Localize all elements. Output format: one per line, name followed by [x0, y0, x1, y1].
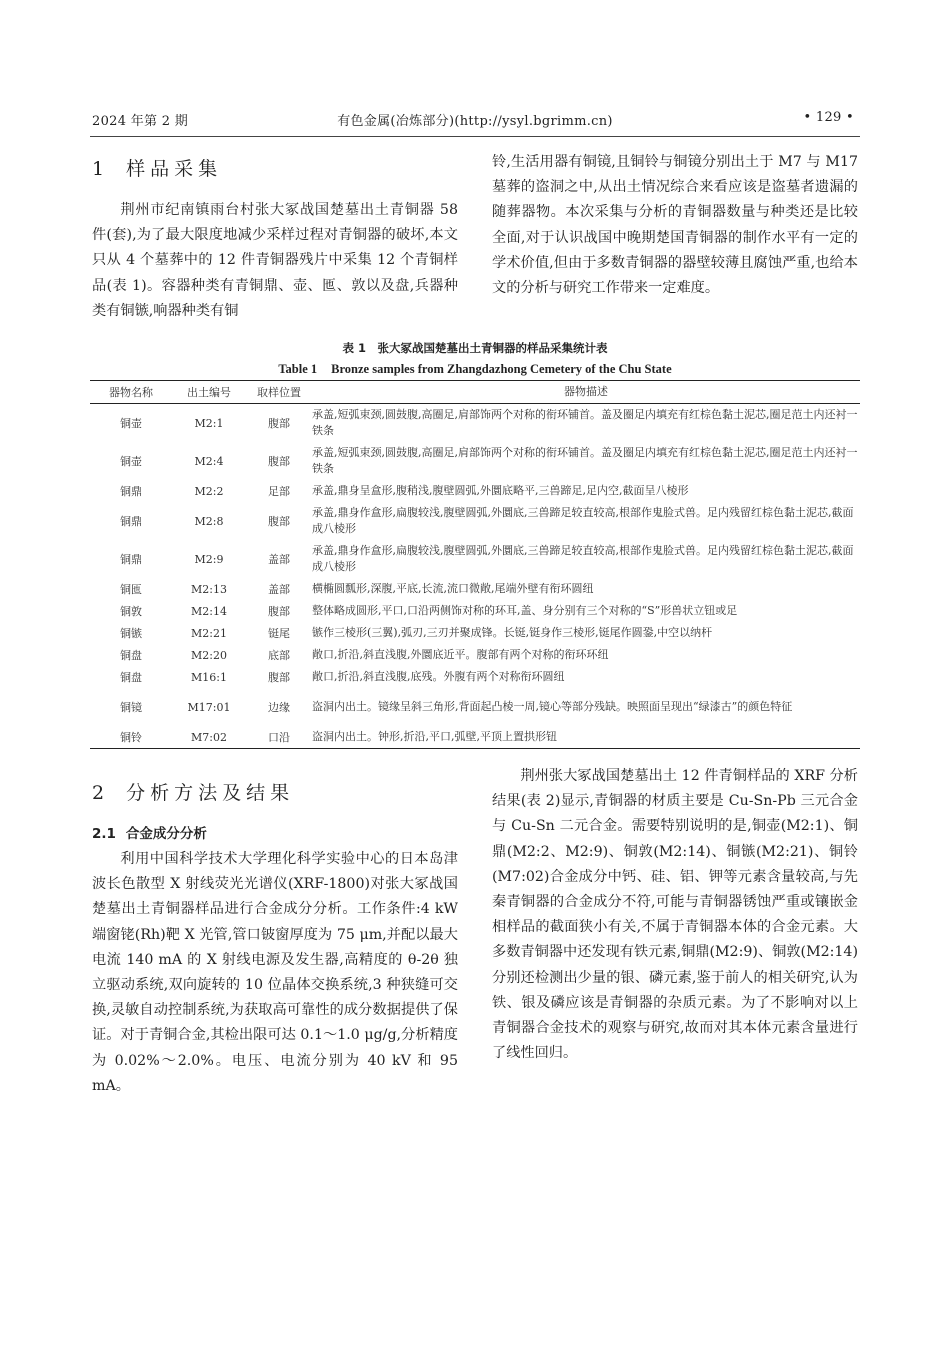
table1-caption-en [0, 362, 950, 377]
cell-description: 整体略成圆形,平口,口沿两侧饰对称的环耳,盖、身分别有三个对称的“S”形兽状立钮或足 [312, 604, 738, 617]
cell-id: M2:21 [191, 626, 227, 640]
cell-id: M17:01 [187, 700, 231, 714]
col-header-id: 出土编号 [187, 386, 231, 399]
table-row [90, 622, 860, 644]
cell-id: M2:9 [194, 552, 224, 566]
issue-label: 2024 年第 2 期 [92, 114, 189, 129]
page-number: • 129 • [803, 110, 854, 125]
cell-name: 铜盘 [120, 671, 142, 684]
table1-caption-cn: 表 1 张大冢战国楚墓出土青铜器的样品采集统计表 [342, 341, 608, 355]
section2-heading [92, 778, 458, 808]
cell-id: M16:1 [191, 670, 227, 684]
cell-position: 腹部 [268, 417, 290, 430]
cell-description: 盗洞内出土。钟形,折沿,平口,弧壁,平顶上置拱形钮 [312, 730, 557, 743]
cell-position: 铤尾 [268, 627, 290, 640]
cell-description: 承盖,鼎身呈盒形,腹稍浅,腹壁圆弧,外圜底略平,三兽蹄足,足内空,截面呈八棱形 [312, 484, 689, 497]
cell-name: 铜鼎 [120, 485, 142, 498]
cell-name: 铜匜 [120, 583, 142, 596]
cell-description: 承盖,短弧束颈,圆鼓腹,高圈足,肩部饰两个对称的衔环铺首。盖及圈足内填充有红棕色黏土泥芯,圈足范土内还衬一铁条 [312, 446, 858, 475]
table1-label: Table 1 [278, 362, 318, 376]
cell-position: 腹部 [268, 515, 290, 528]
section2-paragraph-right: 荆州张大冢战国楚墓出土 12 件青铜样品的 XRF 分析结果(表 2)显示,青铜器的材质主要是 Cu-Sn-Pb 三元合金与 Cu-Sn 二元合金。需要特别说明的是,铜壶(M2:1)、铜鼎(M2:2、M2:9)、铜敦(M2:14)、铜镞(M2:21)、铜铃(M7:02)合金成分中钙、硅、铝、钾等元素含量较高,与先秦青铜器的合金成分不符,可能与青铜器锈蚀严重或镶嵌金相样品的截面狭小有关,不属于青铜器本体的合金元素。大多数青铜器中还发现有铁元素,铜鼎(M2:9)、铜敦(M2:14)分别还检测出少量的银、磷元素,鉴于前人的相关研究,认为铁、银及磷应该是青铜器的杂质元素。为了不影响对以上青铜器合金技术的观察与研究,故而对其本体元素含量进行了线性回归。 [492, 768, 858, 1062]
cell-description: 敞口,折沿,斜直浅腹,外圜底近平。腹部有两个对称的衔环环纽 [312, 648, 609, 661]
cell-name: 铜盘 [120, 649, 142, 662]
table-header-row [90, 381, 860, 404]
cell-description: 敞口,折沿,斜直浅腹,底残。外腹有两个对称衔环圆纽 [312, 670, 565, 683]
cell-position: 底部 [268, 649, 290, 662]
cell-position: 盖部 [268, 583, 290, 596]
table-row [90, 442, 860, 480]
col-header-description: 器物描述 [564, 385, 608, 398]
section1-left-column [92, 150, 458, 324]
table-row [90, 502, 860, 540]
cell-id: M2:8 [194, 514, 224, 528]
section2-right-column [492, 764, 858, 1066]
table-row [90, 404, 860, 443]
subsection-number: 2.1 [92, 826, 116, 842]
cell-description: 承盖,短弧束颈,圆鼓腹,高圈足,肩部饰两个对称的衔环铺首。盖及圈足内填充有红棕色黏土泥芯,圈足范土内还衬一铁条 [312, 408, 858, 437]
section1-heading [92, 154, 458, 184]
cell-id: M2:13 [191, 582, 227, 596]
cell-name: 铜镞 [120, 627, 142, 640]
table-row [90, 578, 860, 600]
table-row [90, 688, 860, 726]
cell-name: 铜壶 [120, 417, 142, 430]
header-rule [90, 136, 860, 137]
table-row [90, 600, 860, 622]
cell-id: M2:14 [191, 604, 227, 618]
section2-title: 分析方法及结果 [126, 782, 295, 804]
cell-description: 承盖,鼎身作盒形,扁腹较浅,腹壁圆弧,外圜底,三兽蹄足较直较高,根部作鬼脸式兽。足内残留红棕色黏土泥芯,截面成八棱形 [312, 506, 854, 535]
cell-position: 口沿 [268, 731, 290, 744]
section2-number: 2 [92, 782, 105, 804]
cell-description: 盗洞内出土。镜缘呈斜三角形,背面起凸棱一周,镜心等部分残缺。映照面呈现出“绿漆古”的颜色特征 [312, 700, 793, 713]
sample-table [90, 380, 860, 749]
cell-name: 铜敦 [120, 605, 142, 618]
section1-right-column [492, 150, 858, 301]
cell-position: 盖部 [268, 553, 290, 566]
col-header-name: 器物名称 [109, 386, 153, 399]
table1-caption-en-text: Bronze samples from Zhangdazhong Cemetery of the Chu State [331, 362, 672, 376]
table-row [90, 540, 860, 578]
cell-position: 腹部 [268, 671, 290, 684]
cell-name: 铜铃 [120, 731, 142, 744]
table-row [90, 666, 860, 688]
cell-description: 承盖,鼎身作盒形,扁腹较浅,腹壁圆弧,外圜底,三兽蹄足较直较高,根部作鬼脸式兽。足内残留红棕色黏土泥芯,截面成八棱形 [312, 544, 854, 573]
journal-title: 有色金属(冶炼部分)(http://ysyl.bgrimm.cn) [337, 114, 613, 129]
cell-name: 铜鼎 [120, 515, 142, 528]
cell-name: 铜壶 [120, 455, 142, 468]
subsection-heading [92, 822, 458, 847]
section1-title: 样品采集 [126, 158, 223, 180]
cell-position: 足部 [268, 485, 290, 498]
cell-name: 铜镜 [120, 701, 142, 714]
table-row [90, 480, 860, 502]
cell-id: M2:20 [191, 648, 227, 662]
col-header-position: 取样位置 [257, 386, 301, 399]
section1-paragraph-left: 荆州市纪南镇雨台村张大冢战国楚墓出土青铜器 58 件(套),为了最大限度地减少采样过程对青铜器的破坏,本文只从 4 个墓葬中的 12 件青铜器残片中采集 12 个青铜样品(表 1)。容器种类有青铜鼎、壶、匜、敦以及盘,兵器种类有铜镞,响器种类有铜 [92, 202, 458, 319]
cell-description: 横椭圆瓢形,深腹,平底,长流,流口微敞,尾端外壁有衔环圆纽 [312, 582, 594, 595]
cell-id: M2:2 [194, 484, 224, 498]
section2-left-column [92, 774, 458, 1099]
table-row [90, 644, 860, 666]
cell-id: M2:4 [194, 454, 224, 468]
cell-position: 腹部 [268, 455, 290, 468]
section2-paragraph-left: 利用中国科学技术大学理化科学实验中心的日本岛津波长色散型 X 射线荧光光谱仪(XRF-1800)对张大冢战国楚墓出土青铜器样品进行合金成分分析。工作条件:4 kW 端窗铑(Rh)靶 X 光管,管口铍窗厚度为 75 μm,并配以最大电流 140 mA 的 X 射线电源及发生器,高精度的 θ-2θ 独立驱动系统,双向旋转的 10 位晶体交换系统,3 种狭缝可交换,灵敏自动控制系统,为获取高可靠性的成分数据提供了保证。对于青铜合金,其检出限可达 0.1～1.0 μg/g,分析精度为 0.02%～2.0%。电压、电流分别为 40 kV 和 95 mA。 [92, 851, 458, 1094]
cell-id: M2:1 [194, 416, 224, 430]
cell-position: 腹部 [268, 605, 290, 618]
cell-position: 边缘 [268, 701, 290, 714]
table-row [90, 726, 860, 749]
section1-number: 1 [92, 158, 105, 180]
cell-id: M7:02 [191, 730, 227, 744]
cell-name: 铜鼎 [120, 553, 142, 566]
subsection-title: 合金成分分析 [125, 826, 207, 842]
section1-paragraph-right: 铃,生活用器有铜镜,且铜铃与铜镜分别出土于 M7 与 M17 墓葬的盗洞之中,从出土情况综合来看应该是盗墓者遗漏的随葬器物。本次采集与分析的青铜器数量与种类还是比较全面,对于认识战国中晚期楚国青铜器的制作水平有一定的学术价值,但由于多数青铜器的器壁较薄且腐蚀严重,也给本文的分析与研究工作带来一定难度。 [492, 154, 858, 297]
cell-description: 镞作三棱形(三翼),弧刃,三刃并聚成锋。长铤,铤身作三棱形,铤尾作圆銎,中空以纳杆 [312, 626, 713, 639]
